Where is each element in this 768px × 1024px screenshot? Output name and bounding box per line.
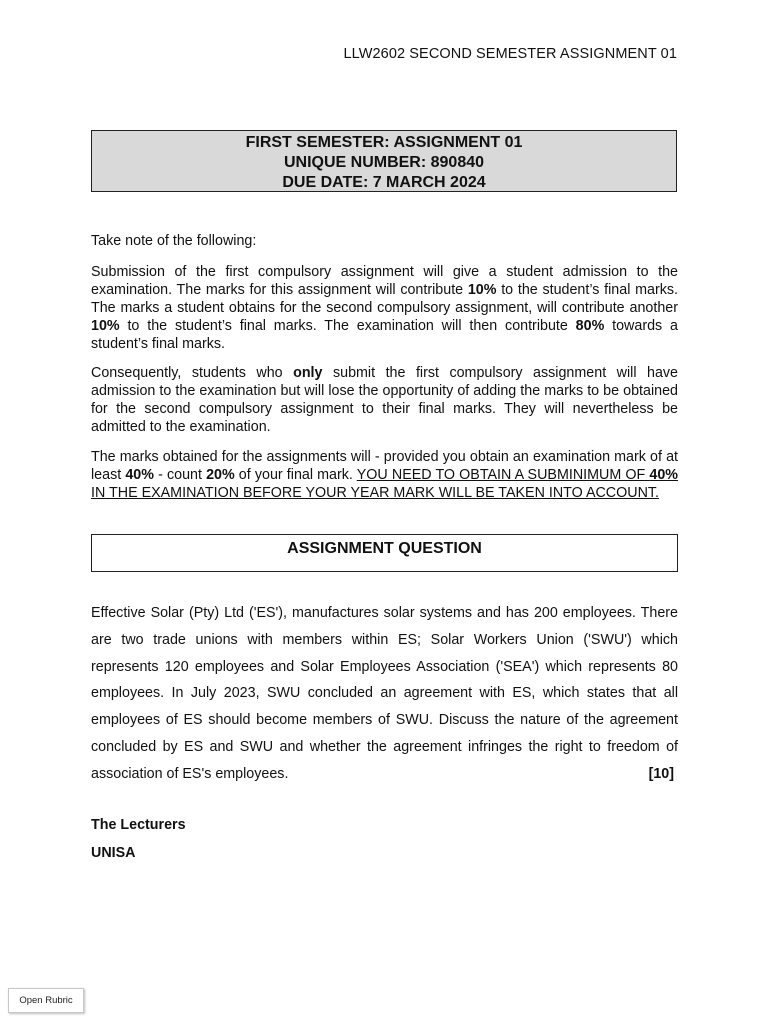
notes-heading: Take note of the following: bbox=[91, 233, 257, 249]
unique-number: UNIQUE NUMBER: 890840 bbox=[283, 154, 485, 171]
signoff-unisa: UNISA bbox=[91, 845, 136, 861]
notes-paragraph-2: Consequently, students who only submit the first compulsory assignment will have admission to the examination but will lose the opportunity of adding the marks to be obtained for the second compulsory assignment to their final marks. They will nevertheless be admitted to the examination. bbox=[91, 365, 678, 435]
assignment-question-text: Effective Solar (Pty) Ltd ('ES'), manufactures solar systems and has 200 employees. There are two trade unions with members within ES; Solar Workers Union ('SWU') which represents 120 employees and Solar Employees Association ('SEA') which represents 80 employees. In July 2023, SWU concluded an agreement with ES, which states that all employees of ES should become members of SWU. Discuss the nature of the agreement concluded by ES and SWU and whether the agreement infringes the right to freedom of association of ES's employees. [10] bbox=[91, 600, 678, 788]
notes-paragraph-1: Submission of the first compulsory assignment will give a student admission to the examination. The marks for this assignment will contribute 10% to the student’s final marks. The marks a student obtains for the second compulsory assignment, will contribute another 10% to the student’s final marks. The examination will then contribute 80% towards a student’s final marks. bbox=[91, 264, 678, 352]
due-date: DUE DATE: 7 MARCH 2024 bbox=[282, 174, 486, 191]
signoff-lecturers: The Lecturers bbox=[91, 817, 186, 833]
question-marks: [10] bbox=[648, 765, 674, 782]
semester-assignment-title: FIRST SEMESTER: ASSIGNMENT 01 bbox=[245, 134, 523, 151]
assignment-question-heading: ASSIGNMENT QUESTION bbox=[91, 534, 678, 572]
notes-paragraph-3: The marks obtained for the assignments will - provided you obtain an examination mark of at least 40% - count 20% of your final mark. YOU NEED TO OBTAIN A SUBMINIMUM OF 40% IN THE EXAMINATION BEFORE YOUR YEAR MARK WILL BE TAKEN INTO ACCOUNT. bbox=[91, 449, 678, 501]
page-header: LLW2602 SECOND SEMESTER ASSIGNMENT 01 bbox=[343, 46, 677, 62]
subminimum-warning: YOU NEED TO OBTAIN A SUBMINIMUM OF 40% IN THE EXAMINATION BEFORE YOUR YEAR MARK WILL BE TAKEN INTO ACCOUNT. bbox=[91, 467, 678, 501]
open-rubric-button[interactable]: Open Rubric bbox=[8, 988, 84, 1013]
assignment-title-box bbox=[91, 130, 677, 192]
